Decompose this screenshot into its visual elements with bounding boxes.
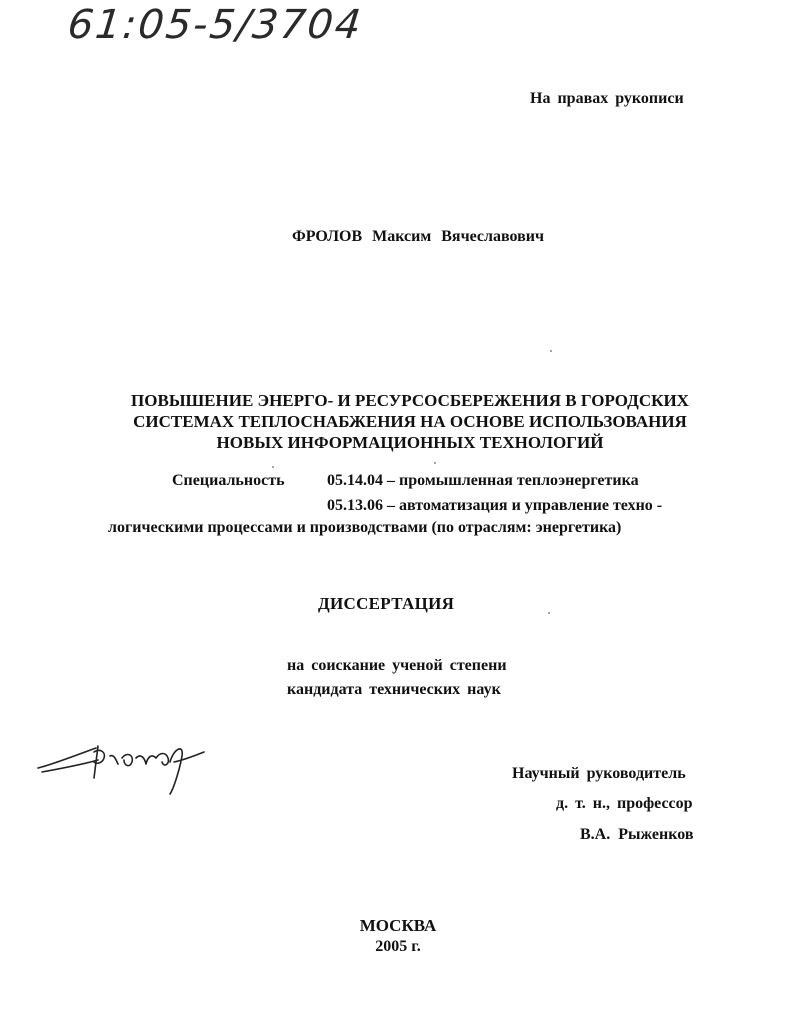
- signature-icon: [34, 738, 214, 798]
- degree-line-2: кандидата технических наук: [287, 681, 501, 698]
- specialty-label: Специальность: [172, 472, 285, 489]
- document-type: ДИССЕРТАЦИЯ: [318, 594, 455, 613]
- scan-speck: [550, 350, 552, 352]
- thesis-title-line: ПОВЫШЕНИЕ ЭНЕРГО- И РЕСУРСОСБЕРЕЖЕНИЯ В ГОРОДСКИХ: [131, 391, 689, 410]
- supervisor-degree: д. т. н., профессор: [556, 795, 693, 812]
- scan-speck: [272, 466, 274, 468]
- specialty-code-1: 05.14.04 – промышленная теплоэнергетика: [327, 472, 639, 489]
- degree-line-1: на соискание ученой степени: [287, 657, 507, 674]
- scan-speck: [434, 462, 436, 464]
- thesis-title-line: НОВЫХ ИНФОРМАЦИОННЫХ ТЕХНОЛОГИЙ: [216, 433, 604, 452]
- handwritten-signature: [34, 738, 214, 803]
- supervisor-name: В.А. Рыженков: [580, 826, 694, 843]
- specialty-code-2-continued: логическими процессами и производствами (по отраслям: энергетика): [108, 519, 622, 536]
- scan-speck: [548, 612, 550, 614]
- supervisor-label: Научный руководитель: [512, 765, 686, 782]
- thesis-title: [80, 390, 740, 453]
- thesis-title-line: СИСТЕМАХ ТЕПЛОСНАБЖЕНИЯ НА ОСНОВЕ ИСПОЛЬЗОВАНИЯ: [133, 412, 687, 431]
- year: 2005 г.: [375, 938, 421, 955]
- rights-note: На правах рукописи: [530, 90, 684, 107]
- author-name: ФРОЛОВ Максим Вячеславович: [292, 228, 544, 245]
- city: МОСКВА: [359, 916, 437, 935]
- archive-code-handwritten: 61:05-5/3704: [65, 2, 365, 48]
- specialty-code-2: 05.13.06 – автоматизация и управление техно -: [327, 497, 663, 514]
